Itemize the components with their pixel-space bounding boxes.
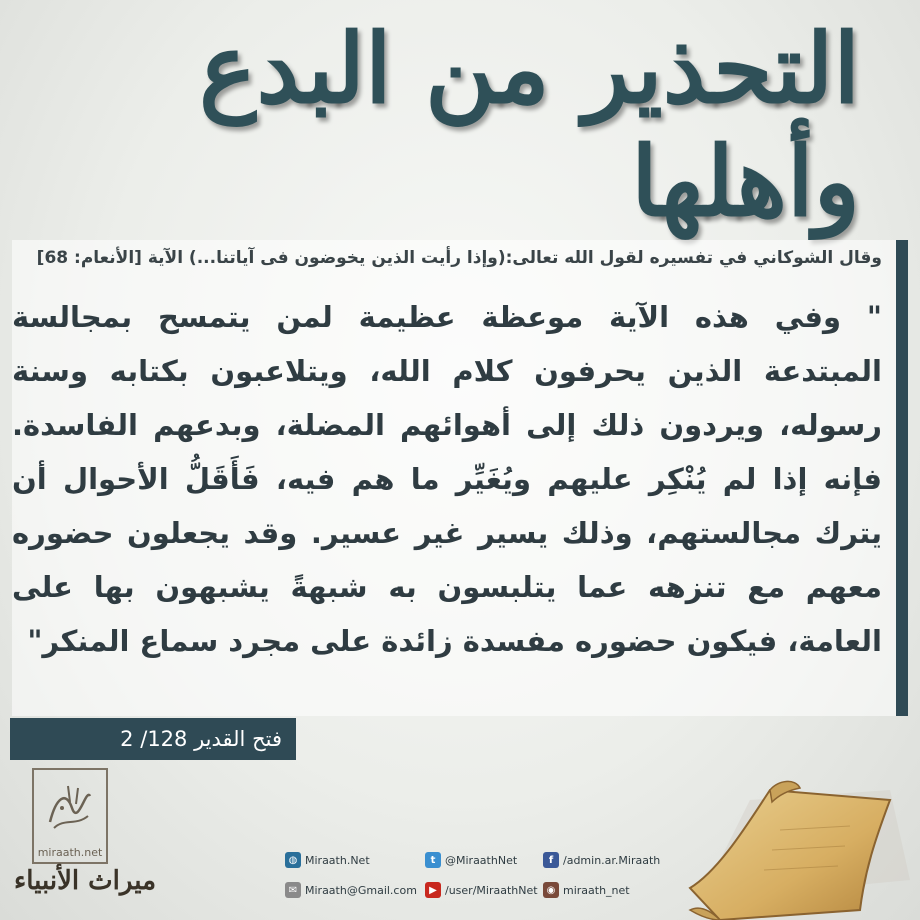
instagram-icon: ◉ [543, 882, 559, 898]
intro-line: وقال الشوكاني في تفسيره لقول الله تعالى:(وإذا رأيت الذين يخوضون فى آياتنا...) الآية [الأنعام: 68] [36, 248, 882, 268]
social-instagram[interactable] [543, 880, 655, 900]
globe-icon: ◍ [285, 852, 301, 868]
quote-text [12, 290, 882, 668]
social-youtube-text: /user/MiraathNet [445, 883, 538, 897]
social-twitter[interactable] [425, 850, 543, 870]
twitter-icon: t [425, 852, 441, 868]
quote-body: " وفي هذه الآية موعظة عظيمة لمن يتمسح بمجالسة المبتدعة الذين يحرفون كلام الله، ويتلاعبون بكتابه وسنة رسوله، ويردون ذلك إلى أهوائهم المضلة، وبدعهم الفاسدة. فإنه إذا لم يُنْكِر عليهم ويُغَيِّر ما هم فيه، فَأَقَلُّ الأحوال أن يترك مجالستهم، وذلك يسير غير عسير. وقد يجعلون حضوره معهم مع تنزهه عما يتلبسون به شبهةً يشبهون بها على العامة، فيكون حضوره مفسدة زائدة على مجرد سماع المنكر" [12, 300, 882, 658]
social-links [285, 850, 661, 900]
social-twitter-text: @MiraathNet [445, 853, 518, 867]
logo-name: ميراث الأنبياء [14, 866, 156, 896]
logo[interactable] [32, 768, 108, 864]
social-website[interactable] [285, 850, 425, 870]
page-title: التحذير من البدع وأهلها [199, 12, 860, 238]
email-icon: ✉ [285, 882, 301, 898]
calligraphy-emblem-icon [42, 778, 98, 834]
social-email[interactable] [285, 880, 425, 900]
logo-site: miraath.net [37, 846, 103, 859]
social-instagram-text: miraath_net [563, 883, 630, 897]
source-reference: فتح القدير 128/ 2 [10, 718, 296, 760]
social-email-text: Miraath@Gmail.com [305, 883, 417, 897]
parchment-scroll-icon [660, 760, 920, 920]
social-youtube[interactable] [425, 880, 543, 900]
social-website-text: Miraath.Net [305, 853, 370, 867]
social-facebook[interactable] [543, 850, 661, 870]
social-facebook-text: /admin.ar.Miraath [563, 853, 661, 867]
youtube-icon: ▶ [425, 882, 441, 898]
facebook-icon: f [543, 852, 559, 868]
